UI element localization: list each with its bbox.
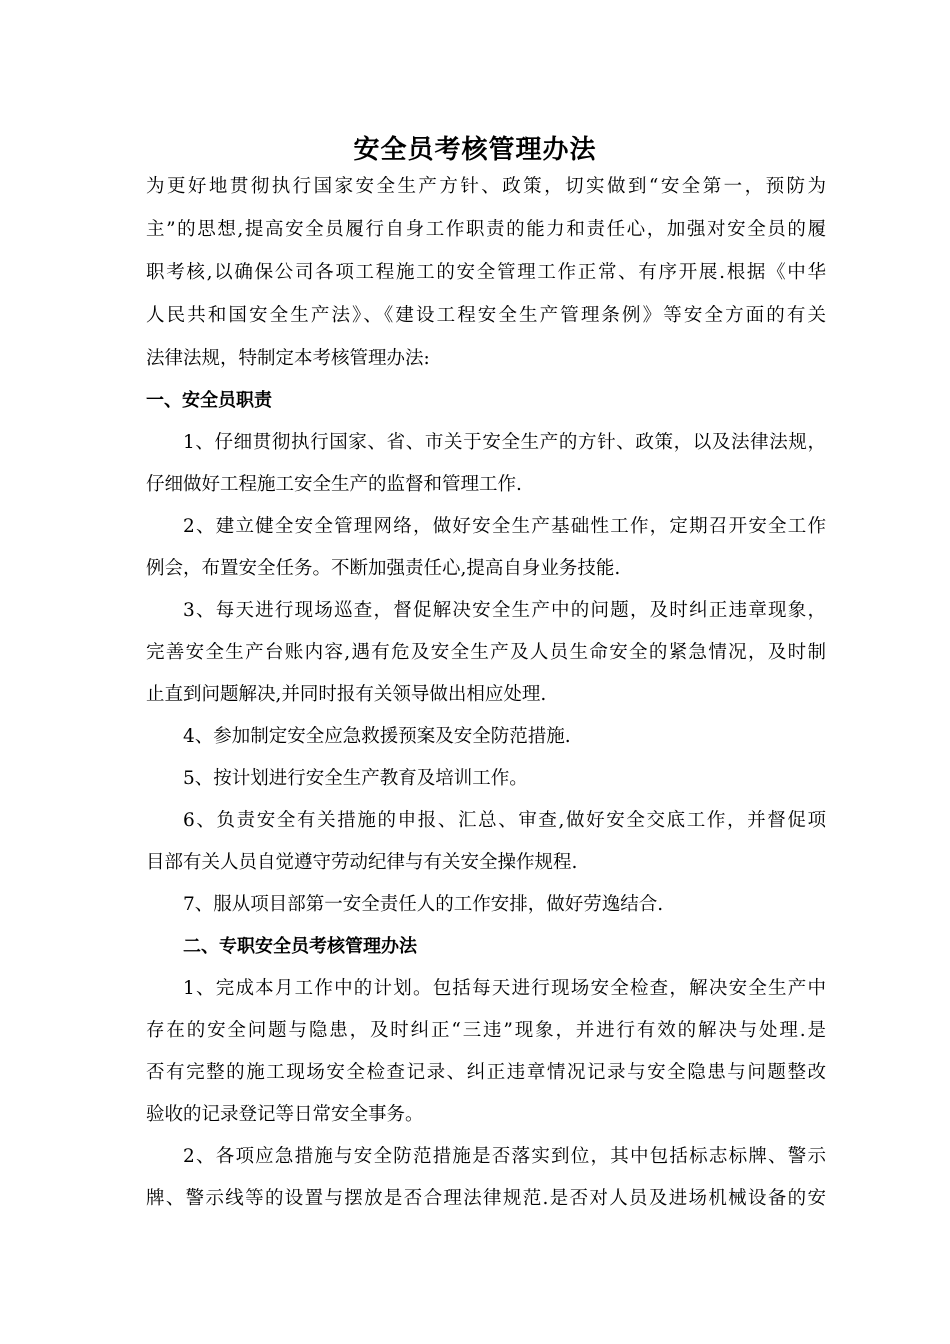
paragraph-line: 1、仔细贯彻执行国家、省、市关于安全生产的方针、政策，以及法律法规， bbox=[183, 432, 826, 453]
intro-line: 为更好地贯彻执行国家安全生产方针、政策，切实做到“安全第一，预防为 bbox=[146, 176, 826, 197]
paragraph-line: 仔细做好工程施工安全生产的监督和管理工作. bbox=[146, 474, 522, 495]
paragraph-line: 牌、警示线等的设置与摆放是否合理法律规范.是否对人员及进场机械设备的安 bbox=[146, 1188, 826, 1209]
paragraph-line: 完善安全生产台账内容,遇有危及安全生产及人员生命安全的紧急情况，及时制 bbox=[146, 642, 826, 663]
paragraph-line: 验收的记录登记等日常安全事务。 bbox=[146, 1104, 424, 1125]
section-heading: 一、安全员职责 bbox=[146, 390, 272, 411]
intro-line: 主”的思想,提高安全员履行自身工作职责的能力和责任心，加强对安全员的履 bbox=[146, 219, 826, 240]
paragraph-line: 止直到问题解决,并同时报有关领导做出相应处理. bbox=[146, 684, 547, 705]
paragraph-line: 5、按计划进行安全生产教育及培训工作。 bbox=[183, 768, 528, 789]
intro-line: 法律法规，特制定本考核管理办法: bbox=[146, 348, 430, 369]
paragraph-line: 2、各项应急措施与安全防范措施是否落实到位，其中包括标志标牌、警示 bbox=[183, 1146, 826, 1167]
paragraph-line: 否有完整的施工现场安全检查记录、纠正违章情况记录与安全隐患与问题整改 bbox=[146, 1062, 826, 1083]
paragraph-line: 1、完成本月工作中的计划。包括每天进行现场安全检查，解决安全生产中 bbox=[183, 978, 826, 999]
intro-line: 人民共和国安全生产法》、《建设工程安全生产管理条例》等安全方面的有关 bbox=[146, 305, 826, 326]
paragraph-line: 例会，布置安全任务。不断加强责任心,提高自身业务技能. bbox=[146, 558, 621, 579]
intro-line: 职考核,以确保公司各项工程施工的安全管理工作正常、有序开展.根据《中华 bbox=[146, 262, 826, 283]
paragraph-line: 4、参加制定安全应急救援预案及安全防范措施. bbox=[183, 726, 571, 747]
paragraph-line: 6、负责安全有关措施的申报、汇总、审查,做好安全交底工作，并督促项 bbox=[183, 810, 826, 831]
section-heading: 二、专职安全员考核管理办法 bbox=[183, 936, 417, 957]
paragraph-line: 目部有关人员自觉遵守劳动纪律与有关安全操作规程. bbox=[146, 852, 578, 873]
paragraph-line: 7、服从项目部第一安全责任人的工作安排，做好劳逸结合. bbox=[183, 894, 664, 915]
paragraph-line: 2、建立健全安全管理网络，做好安全生产基础性工作，定期召开安全工作 bbox=[183, 516, 826, 537]
document-title: 安全员考核管理办法 bbox=[353, 135, 597, 165]
paragraph-line: 3、每天进行现场巡查，督促解决安全生产中的问题，及时纠正违章现象， bbox=[183, 600, 826, 621]
paragraph-line: 存在的安全问题与隐患，及时纠正“三违”现象，并进行有效的解决与处理.是 bbox=[146, 1020, 826, 1041]
